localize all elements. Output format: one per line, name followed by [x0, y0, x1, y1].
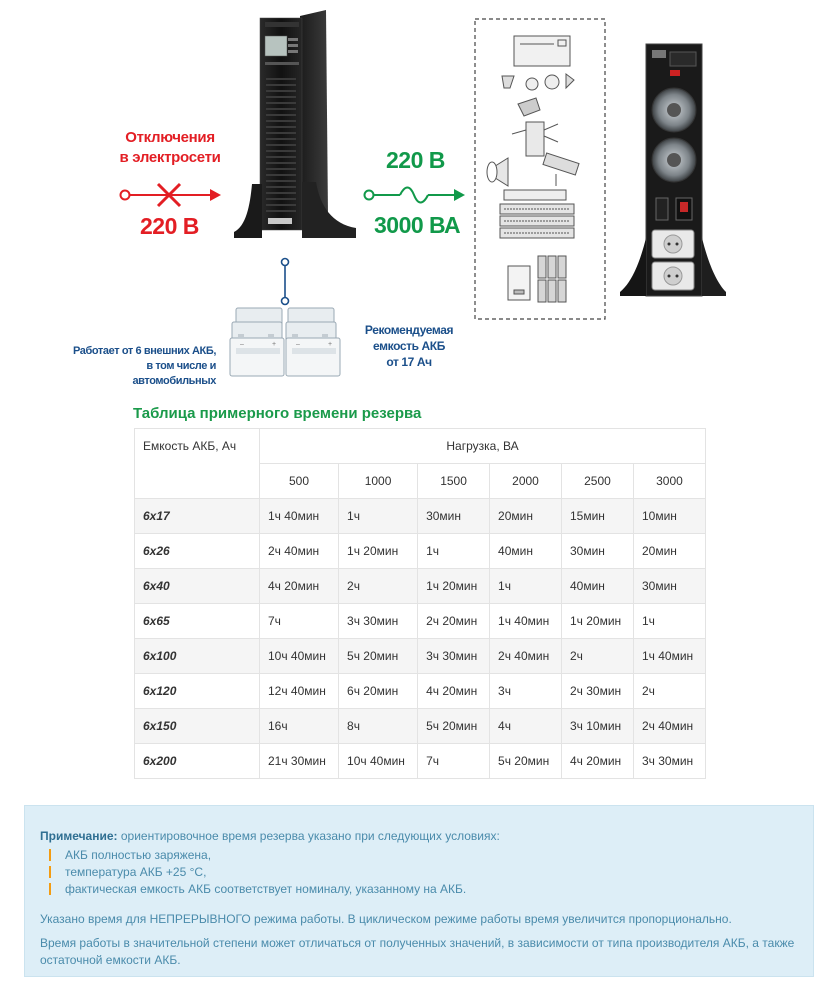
- time-cell: 12ч 40мин: [260, 674, 339, 709]
- time-cell: 6ч 20мин: [339, 674, 418, 709]
- time-cell: 3ч 10мин: [562, 709, 634, 744]
- time-cell: 1ч 20мин: [418, 569, 490, 604]
- time-cell: 40мин: [490, 534, 562, 569]
- time-cell: 2ч: [633, 674, 705, 709]
- table-row: [135, 569, 706, 604]
- capacity-cell: 6x40: [135, 569, 260, 604]
- time-cell: 20мин: [633, 534, 705, 569]
- condition-text: фактическая емкость АКБ соответствует номиналу, указанному на АКБ.: [65, 882, 467, 896]
- capacity-cell: 6x65: [135, 604, 260, 639]
- time-cell: 1ч 20мин: [339, 534, 418, 569]
- table-body: [135, 499, 706, 779]
- ups-tower-icon: [232, 6, 358, 246]
- note-label: Примечание:: [40, 829, 118, 843]
- time-cell: 1ч: [339, 499, 418, 534]
- time-cell: 30мин: [633, 569, 705, 604]
- ups-infographic: [0, 0, 840, 395]
- batteries-count-note: [70, 344, 216, 389]
- load-column-header: 1000: [339, 464, 418, 499]
- capacity-cell: 6x100: [135, 639, 260, 674]
- time-cell: 1ч: [490, 569, 562, 604]
- recommended-capacity-note: [354, 322, 464, 370]
- time-cell: 1ч 40мин: [260, 499, 339, 534]
- note-paragraph-variance: Время работы в значительной степени может отличаться от полученных значений, в зависимости от типа производителя АКБ, а также остаточной емкости АКБ.: [40, 936, 795, 967]
- svg-text:+: +: [272, 341, 277, 348]
- table-row: [135, 534, 706, 569]
- connected-equipment-icon: [474, 18, 606, 320]
- time-cell: 4ч: [490, 709, 562, 744]
- time-cell: 1ч: [418, 534, 490, 569]
- batteries-count-line-2: в том числе и автомобильных: [132, 360, 216, 387]
- bullet-bar-icon: [49, 849, 51, 861]
- time-cell: 7ч: [260, 604, 339, 639]
- capacity-cell: 6x17: [135, 499, 260, 534]
- time-cell: 10ч 40мин: [260, 639, 339, 674]
- load-column-header: 1500: [418, 464, 490, 499]
- outage-label-line-1: Отключения: [125, 129, 215, 146]
- time-cell: 5ч 20мин: [490, 744, 562, 779]
- power-output-arrow-icon: [362, 180, 466, 210]
- condition-item: [47, 881, 466, 898]
- capacity-cell: 6x200: [135, 744, 260, 779]
- time-cell: 20мин: [490, 499, 562, 534]
- table-header-row: [135, 429, 706, 464]
- output-power: 3000 ВА: [374, 212, 461, 238]
- condition-text: АКБ полностью заряжена,: [65, 848, 212, 862]
- time-cell: 30мин: [562, 534, 634, 569]
- bullet-bar-icon: [49, 883, 51, 895]
- time-cell: 2ч: [562, 639, 634, 674]
- time-cell: 16ч: [260, 709, 339, 744]
- time-cell: 4ч 20мин: [260, 569, 339, 604]
- time-cell: 3ч: [490, 674, 562, 709]
- condition-item: [47, 864, 466, 881]
- time-cell: 3ч 30мин: [418, 639, 490, 674]
- time-cell: 2ч 40мин: [633, 709, 705, 744]
- battery-connector-icon: [278, 256, 292, 308]
- output-voltage: 220 В: [386, 147, 445, 173]
- bullet-bar-icon: [49, 866, 51, 878]
- outage-label: [110, 128, 230, 168]
- power-outage-arrow-icon: [118, 180, 222, 210]
- batteries-count-line-1: Работает от 6 внешних АКБ,: [72, 345, 216, 357]
- time-cell: 3ч 30мин: [633, 744, 705, 779]
- condition-item: [47, 847, 466, 864]
- time-cell: 4ч 20мин: [418, 674, 490, 709]
- note-intro-text: ориентировочное время резерва указано при следующих условиях:: [117, 829, 500, 843]
- load-column-header: 500: [260, 464, 339, 499]
- table-row: [135, 674, 706, 709]
- time-cell: 4ч 20мин: [562, 744, 634, 779]
- time-cell: 2ч 40мин: [260, 534, 339, 569]
- condition-text: температура АКБ +25 °С,: [65, 865, 207, 879]
- time-cell: 1ч 20мин: [562, 604, 634, 639]
- load-column-header: 2500: [562, 464, 634, 499]
- note-paragraph-continuous: Указано время для НЕПРЕРЫВНОГО режима работы. В циклическом режиме работы время увеличится пропорционально.: [40, 912, 732, 926]
- note-box: [24, 805, 814, 977]
- load-column-header: 2000: [490, 464, 562, 499]
- time-cell: 40мин: [562, 569, 634, 604]
- time-cell: 21ч 30мин: [260, 744, 339, 779]
- table-row: [135, 639, 706, 674]
- table-row: [135, 709, 706, 744]
- svg-text:–: –: [296, 341, 300, 348]
- backup-time-table: [134, 428, 706, 779]
- time-cell: 2ч 20мин: [418, 604, 490, 639]
- time-cell: 2ч 30мин: [562, 674, 634, 709]
- outage-label-line-2: в электросети: [119, 149, 221, 166]
- capacity-cell: 6x120: [135, 674, 260, 709]
- ups-rear-panel-icon: [618, 42, 728, 298]
- batteries-icon: [228, 306, 342, 378]
- table-row: [135, 499, 706, 534]
- backup-table-title: Таблица примерного времени резерва: [133, 405, 422, 422]
- note-intro: [40, 829, 500, 843]
- time-cell: 8ч: [339, 709, 418, 744]
- time-cell: 7ч: [418, 744, 490, 779]
- recommended-capacity-line-1: Рекомендуемая: [364, 323, 454, 337]
- recommended-capacity-line-2: емкость АКБ: [373, 339, 445, 353]
- time-cell: 30мин: [418, 499, 490, 534]
- capacity-cell: 6x26: [135, 534, 260, 569]
- time-cell: 10ч 40мин: [339, 744, 418, 779]
- svg-text:+: +: [328, 341, 333, 348]
- time-cell: 1ч 40мин: [490, 604, 562, 639]
- time-cell: 15мин: [562, 499, 634, 534]
- time-cell: 10мин: [633, 499, 705, 534]
- load-column-header: 3000: [633, 464, 705, 499]
- time-cell: 1ч 40мин: [633, 639, 705, 674]
- recommended-capacity-line-3: от 17 Ач: [386, 355, 432, 369]
- conditions-list: [47, 847, 466, 898]
- input-voltage: 220 В: [140, 213, 199, 239]
- time-cell: 5ч 20мин: [418, 709, 490, 744]
- capacity-header: Емкость АКБ, Ач: [135, 429, 260, 499]
- svg-text:–: –: [240, 341, 244, 348]
- time-cell: 2ч: [339, 569, 418, 604]
- capacity-cell: 6x150: [135, 709, 260, 744]
- table-row: [135, 744, 706, 779]
- time-cell: 1ч: [633, 604, 705, 639]
- time-cell: 2ч 40мин: [490, 639, 562, 674]
- table-row: [135, 604, 706, 639]
- time-cell: 3ч 30мин: [339, 604, 418, 639]
- load-header: Нагрузка, ВА: [260, 429, 706, 464]
- time-cell: 5ч 20мин: [339, 639, 418, 674]
